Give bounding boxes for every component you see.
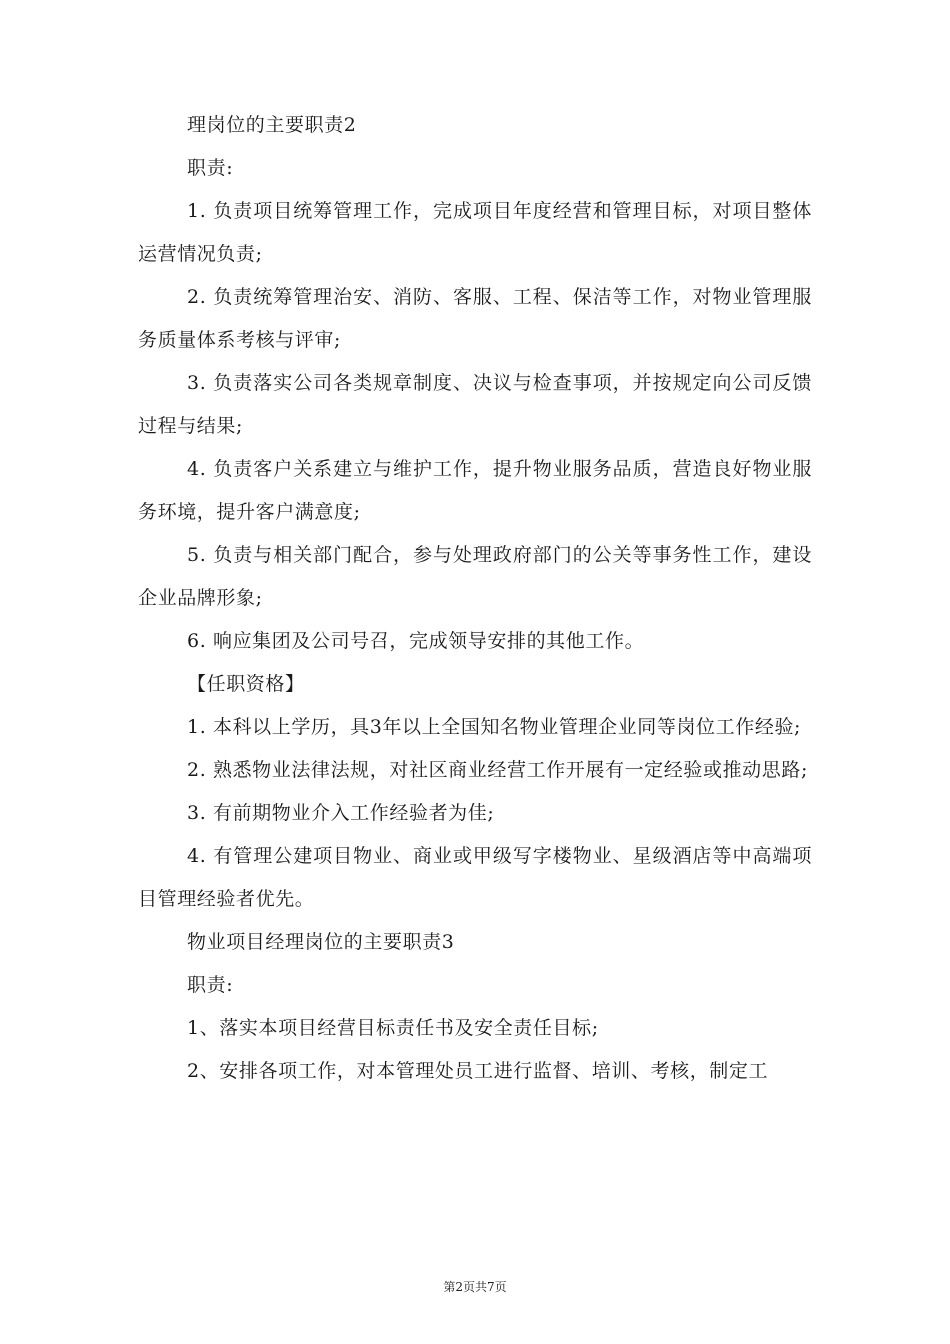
- paragraph-duty-3: 3. 负责落实公司各类规章制度、决议与检查事项，并按规定向公司反馈过程与结果;: [138, 372, 812, 437]
- paragraph-qualification-2: 2. 熟悉物业法律法规，对社区商业经营工作开展有一定经验或推动思路;: [187, 759, 808, 781]
- paragraph-duties-label-3: 职责:: [187, 974, 234, 996]
- paragraph-duty-4: 4. 负责客户关系建立与维护工作，提升物业服务品质，营造良好物业服务环境，提升客户满意度;: [138, 458, 812, 523]
- document-body: [138, 104, 812, 1093]
- paragraph-duty-3-1: 1、落实本项目经营目标责任书及安全责任目标;: [187, 1017, 599, 1039]
- paragraph-duty-5: 5. 负责与相关部门配合，参与处理政府部门的公关等事务性工作，建设企业品牌形象;: [138, 544, 812, 609]
- paragraph-heading-2: 理岗位的主要职责2: [187, 114, 357, 136]
- paragraph-qualifications-heading: 【任职资格】: [187, 673, 305, 695]
- paragraph-duty-3-2: 2、安排各项工作，对本管理处员工进行监督、培训、考核，制定工: [187, 1060, 769, 1082]
- paragraph-duty-6: 6. 响应集团及公司号召，完成领导安排的其他工作。: [187, 630, 645, 652]
- paragraph-duty-1: 1. 负责项目统筹管理工作，完成项目年度经营和管理目标，对项目整体运营情况负责;: [138, 200, 812, 265]
- paragraph-duty-2: 2. 负责统筹管理治安、消防、客服、工程、保洁等工作，对物业管理服务质量体系考核与评审;: [138, 286, 812, 351]
- paragraph-qualification-3: 3. 有前期物业介入工作经验者为佳;: [187, 802, 495, 824]
- page-footer: 第2页共7页: [443, 1280, 507, 1294]
- paragraph-heading-3: 物业项目经理岗位的主要职责3: [187, 931, 455, 953]
- paragraph-qualification-4: 4. 有管理公建项目物业、商业或甲级写字楼物业、星级酒店等中高端项目管理经验者优先。: [138, 845, 812, 910]
- paragraph-duties-label: 职责:: [187, 157, 234, 179]
- paragraph-qualification-1: 1. 本科以上学历，具3年以上全国知名物业管理企业同等岗位工作经验;: [187, 716, 802, 738]
